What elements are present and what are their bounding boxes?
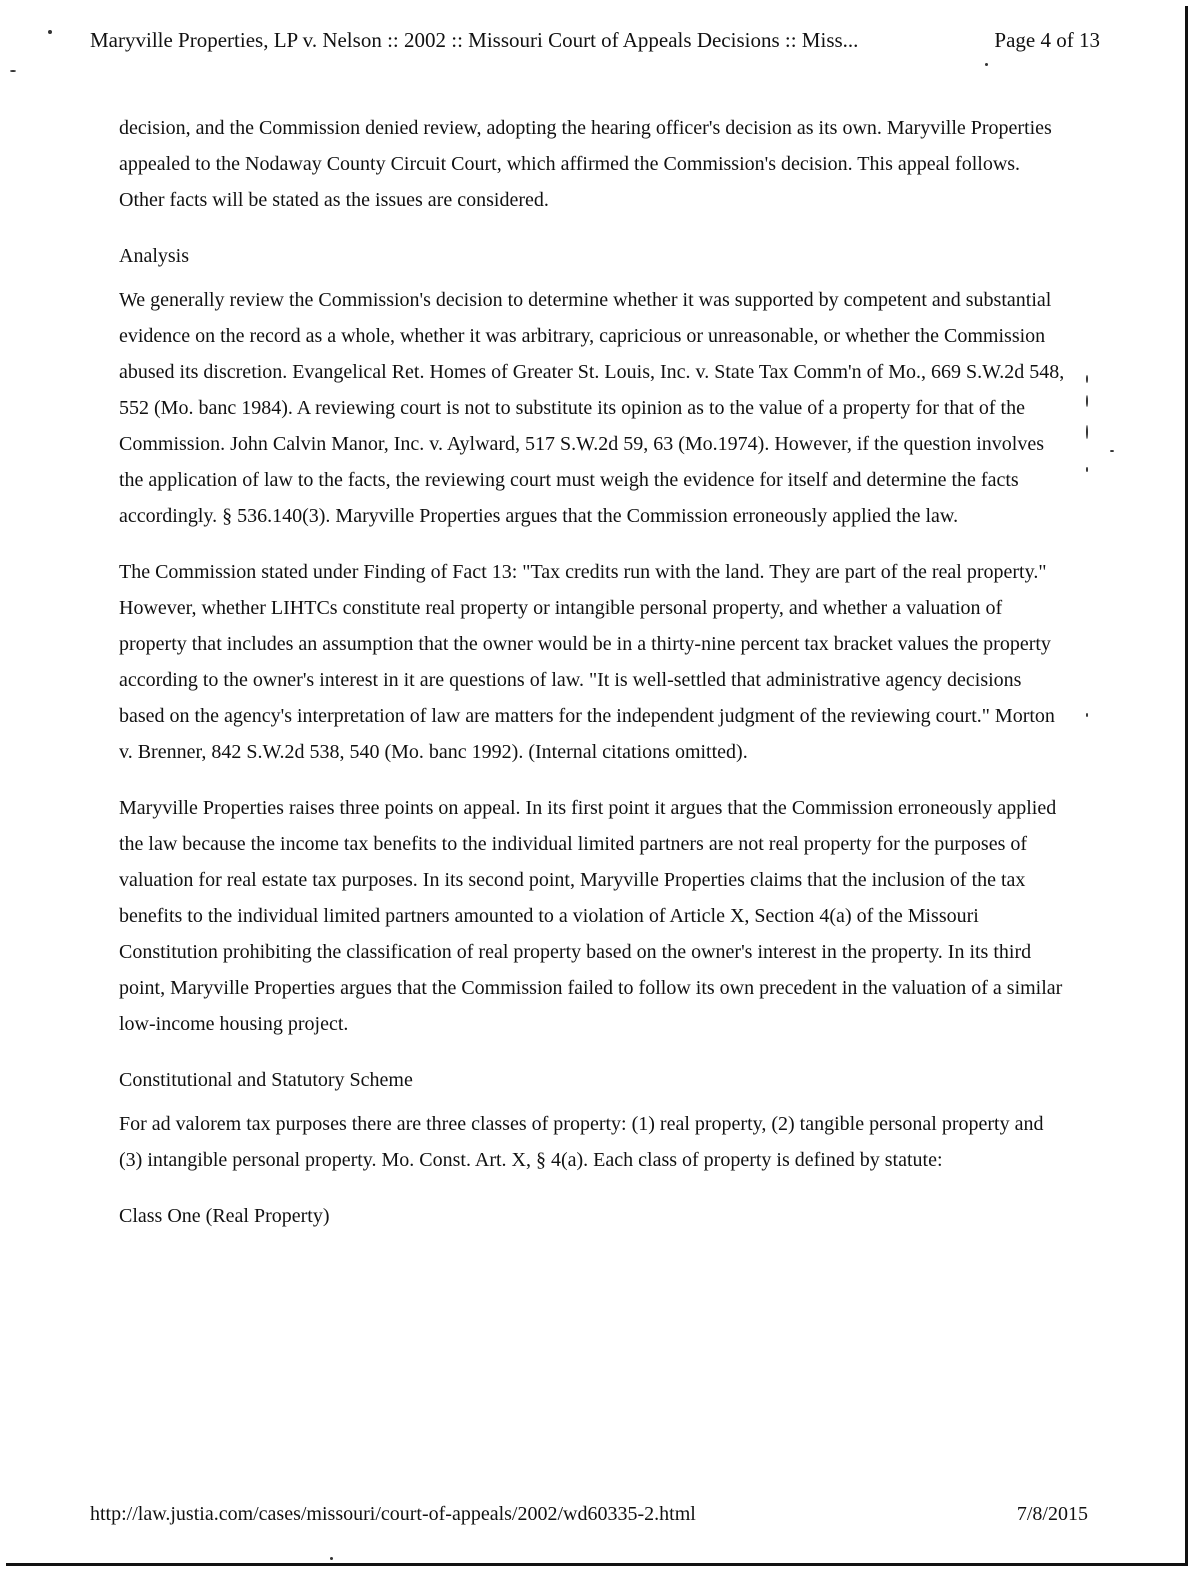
page-footer [90,1500,1088,1528]
scan-speck [1086,375,1088,383]
scan-speck [1086,395,1088,407]
scan-speck [1086,425,1088,439]
scan-speck [1086,467,1088,472]
paragraph-standard-of-review: We generally review the Commission's decision to determine whether it was supported by competent and substantial evidence on the record as a whole, whether it was arbitrary, capricious or unreasonable, or whether the Commission abused its discretion. Evangelical Ret. Homes of Greater St. Louis, Inc. v. State Tax Comm'n of Mo., 669 S.W.2d 548, 552 (Mo. banc 1984). A reviewing court is not to substitute its opinion as to the value of a property for that of the Commission. John Calvin Manor, Inc. v. Aylward, 517 S.W.2d 59, 63 (Mo.1974). However, if the question involves the application of law to the facts, the reviewing court must weigh the evidence for itself and determine the facts accordingly. § 536.140(3). Maryville Properties argues that the Commission erroneously applied the law. [119,289,1065,527]
heading-class-one: Class One (Real Property) [119,1205,330,1227]
header-title: Maryville Properties, LP v. Nelson :: 2002 :: Missouri Court of Appeals Decisions :: Miss... [90,28,859,52]
scan-speck [330,1557,333,1560]
paragraph-property-classes: For ad valorem tax purposes there are three classes of property: (1) real property, (2) tangible personal property and (3) intangible personal property. Mo. Const. Art. X, § 4(a). Each class of property is defined by statute: [119,1113,1044,1171]
document-body [119,110,1069,1242]
paragraph-points-on-appeal: Maryville Properties raises three points on appeal. In its first point it argues that the Commission erroneously applied the law because the income tax benefits to the individual limited partners are not real property for the purposes of valuation for real estate tax purposes. In its second point, Maryville Properties claims that the inclusion of the tax benefits to the individual limited partners amounted to a violation of Article X, Section 4(a) of the Missouri Constitution prohibiting the classification of real property based on the owner's interest in the property. In its third point, Maryville Properties argues that the Commission failed to follow its own precedent in the valuation of a similar low-income housing project. [119,797,1063,1035]
scan-speck [985,63,988,66]
scan-speck [1086,713,1088,717]
scan-speck [48,30,52,34]
paragraph-decision: decision, and the Commission denied review, adopting the hearing officer's decision as its own. Maryville Properties appealed to the Nodaway County Circuit Court, which affirmed the Commission's decision. This appeal follows. Other facts will be stated as the issues are considered. [119,117,1052,211]
footer-url: http://law.justia.com/cases/missouri/court-of-appeals/2002/wd60335-2.html [90,1503,696,1525]
page-header [90,26,1100,54]
header-page-number: Page 4 of 13 [994,28,1100,52]
scan-speck [10,70,16,72]
scan-speck [1110,450,1114,452]
heading-constitutional-scheme: Constitutional and Statutory Scheme [119,1069,413,1091]
footer-date: 7/8/2015 [1016,1503,1088,1525]
paragraph-finding-of-fact: The Commission stated under Finding of Fact 13: "Tax credits run with the land. They are part of the real property." However, whether LIHTCs constitute real property or intangible personal property, and whether a valuation of property that includes an assumption that the owner would be in a thirty-nine percent tax bracket values the property according to the owner's interest in it are questions of law. "It is well-settled that administrative agency decisions based on the agency's interpretation of law are matters for the independent judgment of the reviewing court." Morton v. Brenner, 842 S.W.2d 538, 540 (Mo. banc 1992). (Internal citations omitted). [119,561,1055,763]
heading-analysis: Analysis [119,245,189,267]
